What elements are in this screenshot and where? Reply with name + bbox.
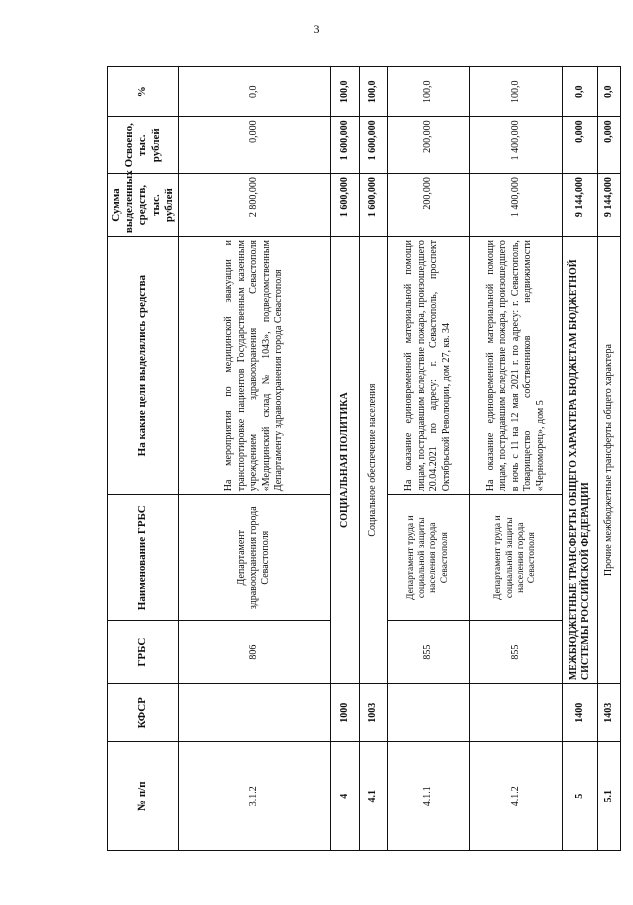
table-row: [387, 67, 469, 851]
section-row: [330, 67, 359, 851]
cell-grbs: 855: [387, 621, 469, 684]
cell-sum: 2 800,000: [178, 174, 330, 237]
section-title: СОЦИАЛЬНАЯ ПОЛИТИКА: [330, 237, 359, 684]
section-title: Социальное обеспечение населения: [359, 237, 387, 684]
cell-pct: 0,0: [562, 67, 597, 117]
cell-sum: 1 600,000: [359, 174, 387, 237]
cell-num: 5.1: [597, 742, 620, 851]
cell-name: Департамент труда и социальной защиты населения города Севастополя: [387, 495, 469, 621]
cell-num: 4.1: [359, 742, 387, 851]
cell-num: 3.1.2: [178, 742, 330, 851]
section-row: [597, 67, 620, 851]
rotated-table-container: [107, 66, 614, 851]
cell-sum: 1 600,000: [330, 174, 359, 237]
cell-purpose: На оказание единовременной материальной помощи лицам, пострадавшим вследствие пожара, произошедшего в ночь с 11 на 12 мая 2021 г. по адресу: г. Севастополь, Товарищество собственников недвижимости «Черноморец», дом 5: [469, 237, 562, 495]
header-sum: Сумма выделенных средств, тыс. рублей: [108, 174, 179, 237]
table-row: [178, 67, 330, 851]
cell-used: 1 600,000: [359, 117, 387, 174]
cell-used: 1 600,000: [330, 117, 359, 174]
cell-name: Департамент труда и социальной защиты населения города Севастополя: [469, 495, 562, 621]
cell-pct: 0,0: [597, 67, 620, 117]
header-kfsr: КФСР: [108, 684, 179, 742]
cell-kfsr: 1403: [597, 684, 620, 742]
cell-pct: 0,0: [178, 67, 330, 117]
cell-pct: 100,0: [359, 67, 387, 117]
cell-sum: 9 144,000: [562, 174, 597, 237]
cell-num: 4.1.1: [387, 742, 469, 851]
page-number: 3: [313, 22, 320, 36]
cell-sum: 200,000: [387, 174, 469, 237]
cell-kfsr: [178, 684, 330, 742]
cell-name: Департамент здравоохранения города Севастополя: [178, 495, 330, 621]
cell-kfsr: 1400: [562, 684, 597, 742]
cell-pct: 100,0: [387, 67, 469, 117]
cell-used: 1 400,000: [469, 117, 562, 174]
cell-sum: 9 144,000: [597, 174, 620, 237]
budget-table: [107, 66, 621, 851]
cell-pct: 100,0: [469, 67, 562, 117]
cell-used: 0,000: [597, 117, 620, 174]
cell-used: 200,000: [387, 117, 469, 174]
header-row: [108, 67, 179, 851]
section-title: Прочие межбюджетные трансферты общего характера: [597, 237, 620, 684]
cell-grbs: 855: [469, 621, 562, 684]
cell-num: 4: [330, 742, 359, 851]
header-pct: %: [108, 67, 179, 117]
cell-num: 5: [562, 742, 597, 851]
header-used: Освоено, тыс. рублей: [108, 117, 179, 174]
cell-purpose: На оказание единовременной материальной помощи лицам, пострадавшим вследствие пожара, произошедшего 20.04.2021 по адресу: г. Севастополь, проспект Октябрьской Революции, дом 27, кв. 34: [387, 237, 469, 495]
cell-used: 0,000: [178, 117, 330, 174]
cell-grbs: 806: [178, 621, 330, 684]
section-row: [562, 67, 597, 851]
header-grbs: ГРБС: [108, 621, 179, 684]
cell-sum: 1 400,000: [469, 174, 562, 237]
section-row: [359, 67, 387, 851]
cell-kfsr: [469, 684, 562, 742]
cell-kfsr: [387, 684, 469, 742]
cell-used: 0,000: [562, 117, 597, 174]
section-title: МЕЖБЮДЖЕТНЫЕ ТРАНСФЕРТЫ ОБЩЕГО ХАРАКТЕРА БЮДЖЕТАМ БЮДЖЕТНОЙ СИСТЕМЫ РОССИЙСКОЙ ФЕДЕРАЦИИ: [562, 237, 597, 684]
header-num: № п/п: [108, 742, 179, 851]
cell-pct: 100,0: [330, 67, 359, 117]
cell-purpose: На мероприятия по медицинской эвакуации и транспортировке пациентов Государственным казенным учреждением здравоохранения Севастополя «Медицинский склад № 1043», подведомственным Департаменту здравоохранения города Севастополя: [178, 237, 330, 495]
cell-kfsr: 1000: [330, 684, 359, 742]
header-purpose: На какие цели выделялись средства: [108, 237, 179, 495]
cell-kfsr: 1003: [359, 684, 387, 742]
header-name: Наименование ГРБС: [108, 495, 179, 621]
table-row: [469, 67, 562, 851]
cell-num: 4.1.2: [469, 742, 562, 851]
